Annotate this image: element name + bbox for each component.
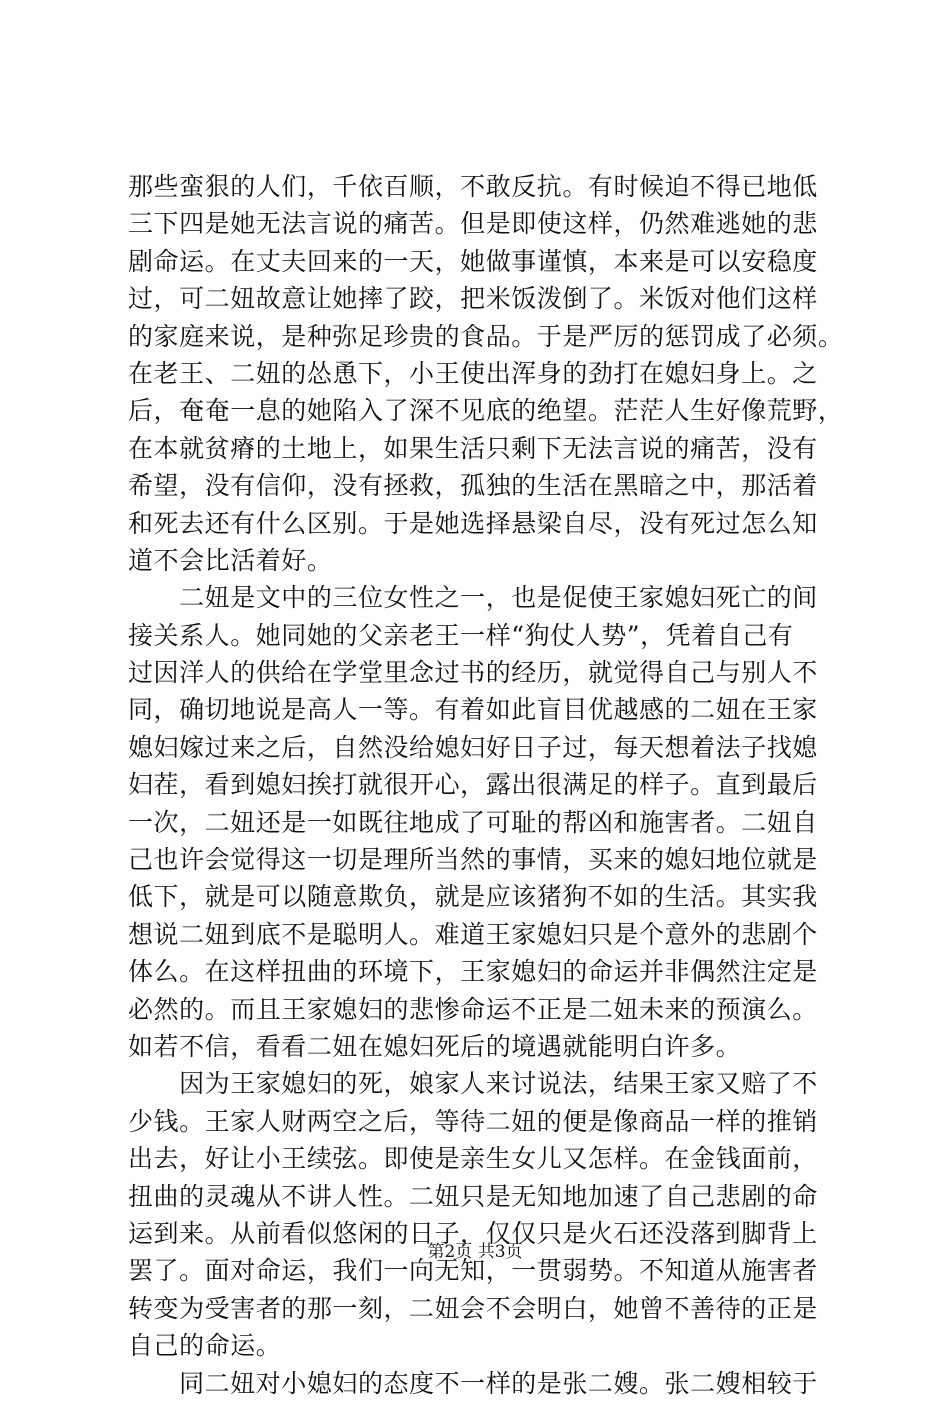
text-line: 因为王家媳妇的死，娘家人来讨说法，结果王家又赔了不 <box>128 1069 818 1099</box>
text-line: 自己的命运。 <box>128 1331 282 1361</box>
text-line: 必然的。而且王家媳妇的悲惨命运不正是二妞未来的预演么。 <box>128 994 818 1024</box>
text-line: 少钱。王家人财两空之后，等待二妞的便是像商品一样的推销 <box>128 1106 818 1136</box>
text-line: 剧命运。在丈夫回来的一天，她做事谨慎，本来是可以安稳度 <box>128 246 818 276</box>
text-line: 过因洋人的供给在学堂里念过书的经历，就觉得自己与别人不 <box>128 658 818 688</box>
text-line: 在本就贫瘠的土地上，如果生活只剩下无法言说的痛苦，没有 <box>128 433 818 463</box>
text-line: 己也许会觉得这一切是理所当然的事情，买来的媳妇地位就是 <box>128 845 818 875</box>
text-line: 接关系人。她同她的父亲老王一样“狗仗人势”，凭着自己有 <box>128 620 794 650</box>
page-number-footer: 第2页 共3页 <box>427 1242 523 1262</box>
text-line: 后，奄奄一息的她陷入了深不见底的绝望。茫茫人生好像荒野， <box>128 396 844 426</box>
text-line: 运到来。从前看似悠闲的日子，仅仅只是火石还没落到脚背上 <box>128 1218 818 1248</box>
text-line: 同二妞对小媳妇的态度不一样的是张二嫂。张二嫂相较于 <box>128 1368 818 1398</box>
text-line: 转变为受害者的那一刻，二妞会不会明白，她曾不善待的正是 <box>128 1293 818 1323</box>
text-line: 想说二妞到底不是聪明人。难道王家媳妇只是个意外的悲剧个 <box>128 919 818 949</box>
text-line: 一次，二妞还是一如既往地成了可耻的帮凶和施害者。二妞自 <box>128 807 818 837</box>
text-line: 的家庭来说，是种弥足珍贵的食品。于是严厉的惩罚成了必须。 <box>128 321 844 351</box>
text-line: 过，可二妞故意让她摔了跤，把米饭泼倒了。米饭对他们这样 <box>128 284 818 314</box>
text-line: 罢了。面对命运，我们一向无知，一贯弱势。不知道从施害者 <box>128 1256 818 1286</box>
text-line: 如若不信，看看二妞在媳妇死后的境遇就能明白许多。 <box>128 1031 742 1061</box>
text-line: 扭曲的灵魂从不讲人性。二妞只是无知地加速了自己悲剧的命 <box>128 1181 818 1211</box>
text-line: 那些蛮狠的人们，千依百顺，不敢反抗。有时候迫不得已地低 <box>128 172 818 201</box>
text-line: 二妞是文中的三位女性之一，也是促使王家媳妇死亡的间 <box>128 583 818 613</box>
body-text <box>128 168 848 1402</box>
text-line: 体么。在这样扭曲的环境下，王家媳妇的命运并非偶然注定是 <box>128 957 818 987</box>
text-line: 三下四是她无法言说的痛苦。但是即使这样，仍然难逃她的悲 <box>128 209 818 239</box>
text-line: 希望，没有信仰，没有拯救，孤独的生活在黑暗之中，那活着 <box>128 471 818 501</box>
text-line: 在老王、二妞的怂恿下，小王使出浑身的劲打在媳妇身上。之 <box>128 358 818 388</box>
text-line: 媳妇嫁过来之后，自然没给媳妇好日子过，每天想着法子找媳 <box>128 732 818 762</box>
text-line: 低下，就是可以随意欺负，就是应该猪狗不如的生活。其实我 <box>128 882 818 912</box>
text-line: 道不会比活着好。 <box>128 545 333 575</box>
text-line: 同，确切地说是高人一等。有着如此盲目优越感的二妞在王家 <box>128 695 818 725</box>
text-line: 妇茬，看到媳妇挨打就很开心，露出很满足的样子。直到最后 <box>128 770 818 800</box>
text-line: 出去，好让小王续弦。即使是亲生女儿又怎样。在金钱面前， <box>128 1144 818 1174</box>
text-line: 和死去还有什么区别。于是她选择悬梁自尽，没有死过怎么知 <box>128 508 818 538</box>
